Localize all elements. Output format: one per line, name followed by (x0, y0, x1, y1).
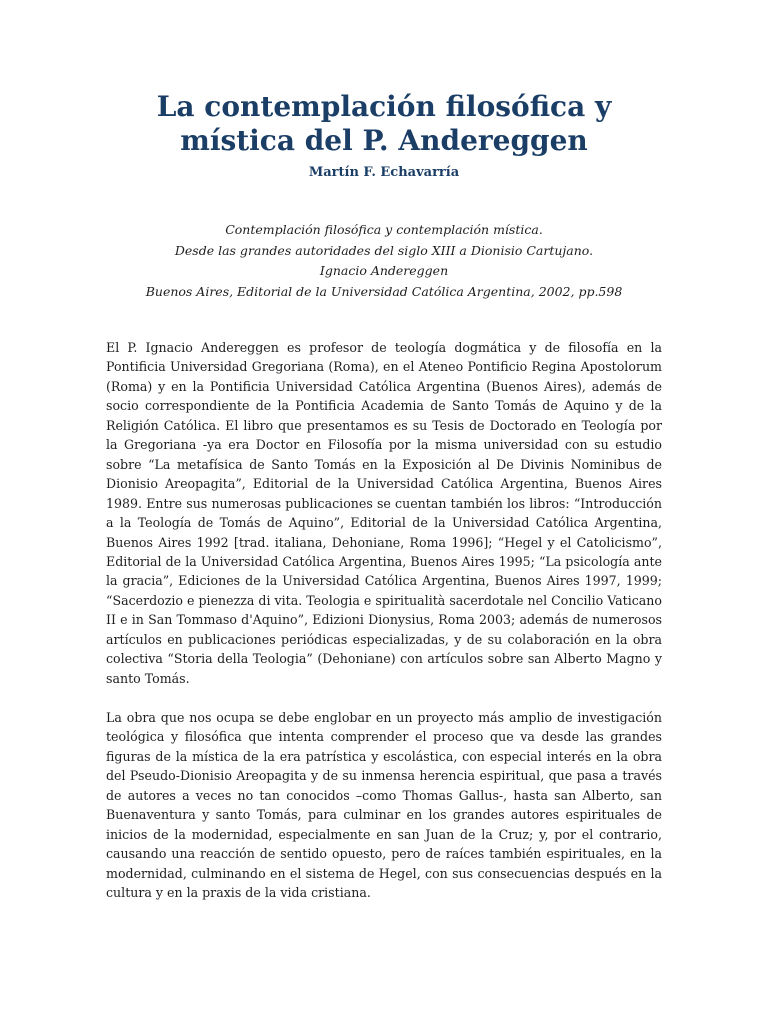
article-title: La contemplación filosófica y mística del P. Andereggen (156, 90, 612, 157)
book-publisher-line: Buenos Aires, Editorial de la Universidad Católica Argentina, 2002, pp.598 (145, 283, 623, 299)
body-paragraph-2: La obra que nos ocupa se debe englobar en un proyecto más amplio de investigación teológica y filosófica que intenta comprender el proceso que va desde las grandes figuras de la mística de la era patrística y escolástica, con especial interés en la obra del Pseudo-Dionisio Areopagita y de su inmensa herencia espiritual, que pasa a través de autores a veces no tan conocidos –como Thomas Gallus-, hasta san Alberto, san Buenaventura y santo Tomás, para culminar en los grandes autores espirituales de inicios de la modernidad, especialmente en san Juan de la Cruz; y, por el contrario, causando una reacción de sentido opuesto, pero de raíces también espirituales, en la modernidad, culminando en el sistema de Hegel, con sus consecuencias después en la cultura y en la praxis de la vida cristiana. (106, 710, 662, 901)
book-reference (84, 220, 684, 302)
book-author-line: Ignacio Andereggen (319, 263, 449, 278)
body-paragraph-1: El P. Ignacio Andereggen es profesor de teología dogmática y de filosofía en la Pontificia Universidad Gregoriana (Roma), en el Ateneo Pontificio Regina Apostolorum (Roma) y en la Pontificia Universidad Católica Argentina (Buenos Aires), además de socio correspondiente de la Pontificia Academia de Santo Tomás de Aquino y de la Religión Católica. El libro que presentamos es su Tesis de Doctorado en Teología por la Gregoriana -ya era Doctor en Filosofía por la misma universidad con su estudio sobre “La metafísica de Santo Tomás en la Exposición al De Divinis Nominibus de Dionisio Areopagita”, Editorial de la Universidad Católica Argentina, Buenos Aires 1989. Entre sus numerosas publicaciones se cuentan también los libros: “Introducción a la Teología de Tomás de Aquino”, Editorial de la Universidad Católica Argentina, Buenos Aires 1992 [trad. italiana, Dehoniane, Roma 1996]; “Hegel y el Catolicismo”, Editorial de la Universidad Católica Argentina, Buenos Aires 1995; “La psicología ante la gracia”, Ediciones de la Universidad Católica Argentina, Buenos Aires 1997, 1999; “Sacerdozio e pienezza di vita. Teologia e spiritualità sacerdotale nel Concilio Vaticano II e in San Tommaso d'Aquino”, Edizioni Dionysius, Roma 2003; además de numerosos artículos en publicaciones periódicas especializadas, y de su colaboración en la obra colectiva “Storia della Teologia” (Dehoniane) con artículos sobre san Alberto Magno y santo Tomás. (106, 340, 662, 686)
article-author: Martín F. Echavarría (308, 165, 460, 180)
book-subtitle-line: Desde las grandes autoridades del siglo XIII a Dionisio Cartujano. (174, 242, 594, 258)
book-title-line: Contemplación filosófica y contemplación mística. (225, 222, 543, 237)
